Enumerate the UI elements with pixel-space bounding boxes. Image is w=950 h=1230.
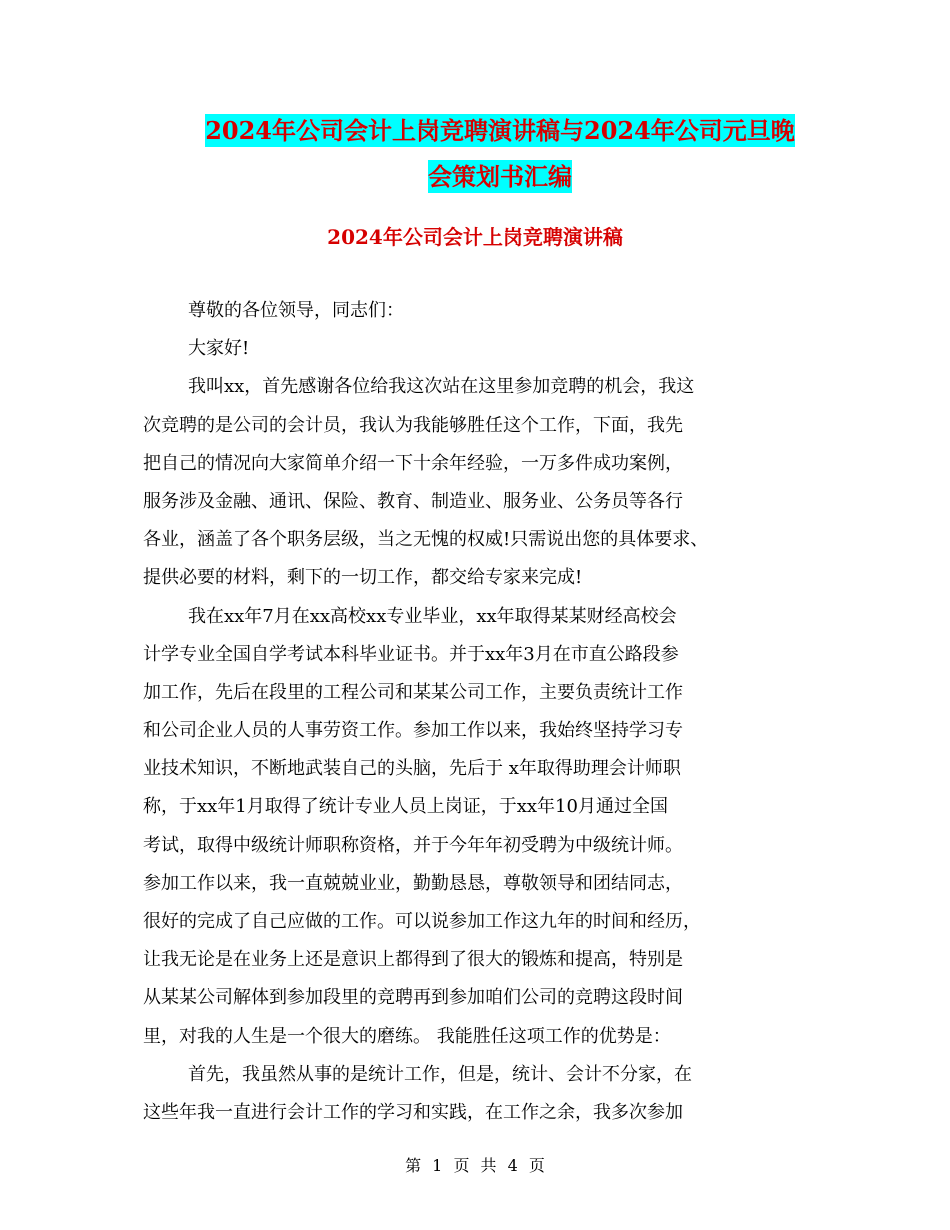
paragraph-line: 参加工作以来，我一直兢兢业业，勤勤恳恳，尊敬领导和团结同志， <box>143 872 683 894</box>
paragraph-line: 首先，我虽然从事的是统计工作，但是，统计、会计不分家，在 <box>188 1063 692 1085</box>
paragraph-line: 提供必要的材料，剩下的一切工作，都交给专家来完成! <box>143 567 583 589</box>
greeting-line: 大家好! <box>188 338 250 360</box>
paragraph-line: 加工作，先后在段里的工程公司和某某公司工作，主要负责统计工作 <box>143 681 683 703</box>
paragraph-line: 和公司企业人员的人事劳资工作。参加工作以来，我始终坚持学习专 <box>143 720 683 742</box>
page-footer: 第 1 页 共 4 页 <box>405 1156 545 1175</box>
paragraph-line: 很好的完成了自己应做的工作。可以说参加工作这九年的时间和经历， <box>143 911 701 932</box>
document-title-line-1: 2024年公司会计上岗竞聘演讲稿与2024年公司元旦晚 <box>205 116 795 145</box>
document-title <box>120 108 880 200</box>
paragraph-line: 服务涉及金融、通讯、保险、教育、制造业、服务业、公务员等各行 <box>143 490 683 512</box>
paragraph-line: 各业，涵盖了各个职务层级，当之无愧的权威!只需说出您的具体要求、 <box>143 529 709 551</box>
paragraph-line: 里，对我的人生是一个很大的磨练。 我能胜任这项工作的优势是： <box>143 1025 671 1047</box>
paragraph-line: 业技术知识，不断地武装自己的头脑，先后于 x年取得助理会计师职 <box>143 758 681 780</box>
paragraph-line: 我在xx年7月在xx高校xx专业毕业，xx年取得某某财经高校会 <box>188 605 677 627</box>
paragraph-line: 这些年我一直进行会计工作的学习和实践，在工作之余，我多次参加 <box>143 1101 683 1123</box>
paragraph-line: 考试，取得中级统计师职称资格，并于今年年初受聘为中级统计师。 <box>143 834 683 856</box>
paragraph-line: 从某某公司解体到参加段里的竞聘再到参加咱们公司的竞聘这段时间 <box>143 987 683 1009</box>
paragraph-line: 我叫xx，首先感谢各位给我这次站在这里参加竞聘的机会，我这 <box>188 376 695 398</box>
paragraph-line: 称，于xx年1月取得了统计专业人员上岗证，于xx年10月通过全国 <box>143 796 668 818</box>
document-body <box>143 292 833 1132</box>
paragraph-line: 把自己的情况向大家简单介绍一下十余年经验，一万多件成功案例， <box>143 452 683 474</box>
paragraph-line: 次竞聘的是公司的会计员，我认为我能够胜任这个工作，下面，我先 <box>143 414 683 436</box>
paragraph-line: 计学专业全国自学考试本科毕业证书。并于xx年3月在市直公路段参 <box>143 643 679 665</box>
section-title: 2024年公司会计上岗竞聘演讲稿 <box>327 225 623 249</box>
document-title-line-2: 会策划书汇编 <box>428 162 572 191</box>
paragraph-line: 让我无论是在业务上还是意识上都得到了很大的锻炼和提高，特别是 <box>143 949 683 971</box>
salutation-line: 尊敬的各位领导，同志们： <box>188 300 404 321</box>
